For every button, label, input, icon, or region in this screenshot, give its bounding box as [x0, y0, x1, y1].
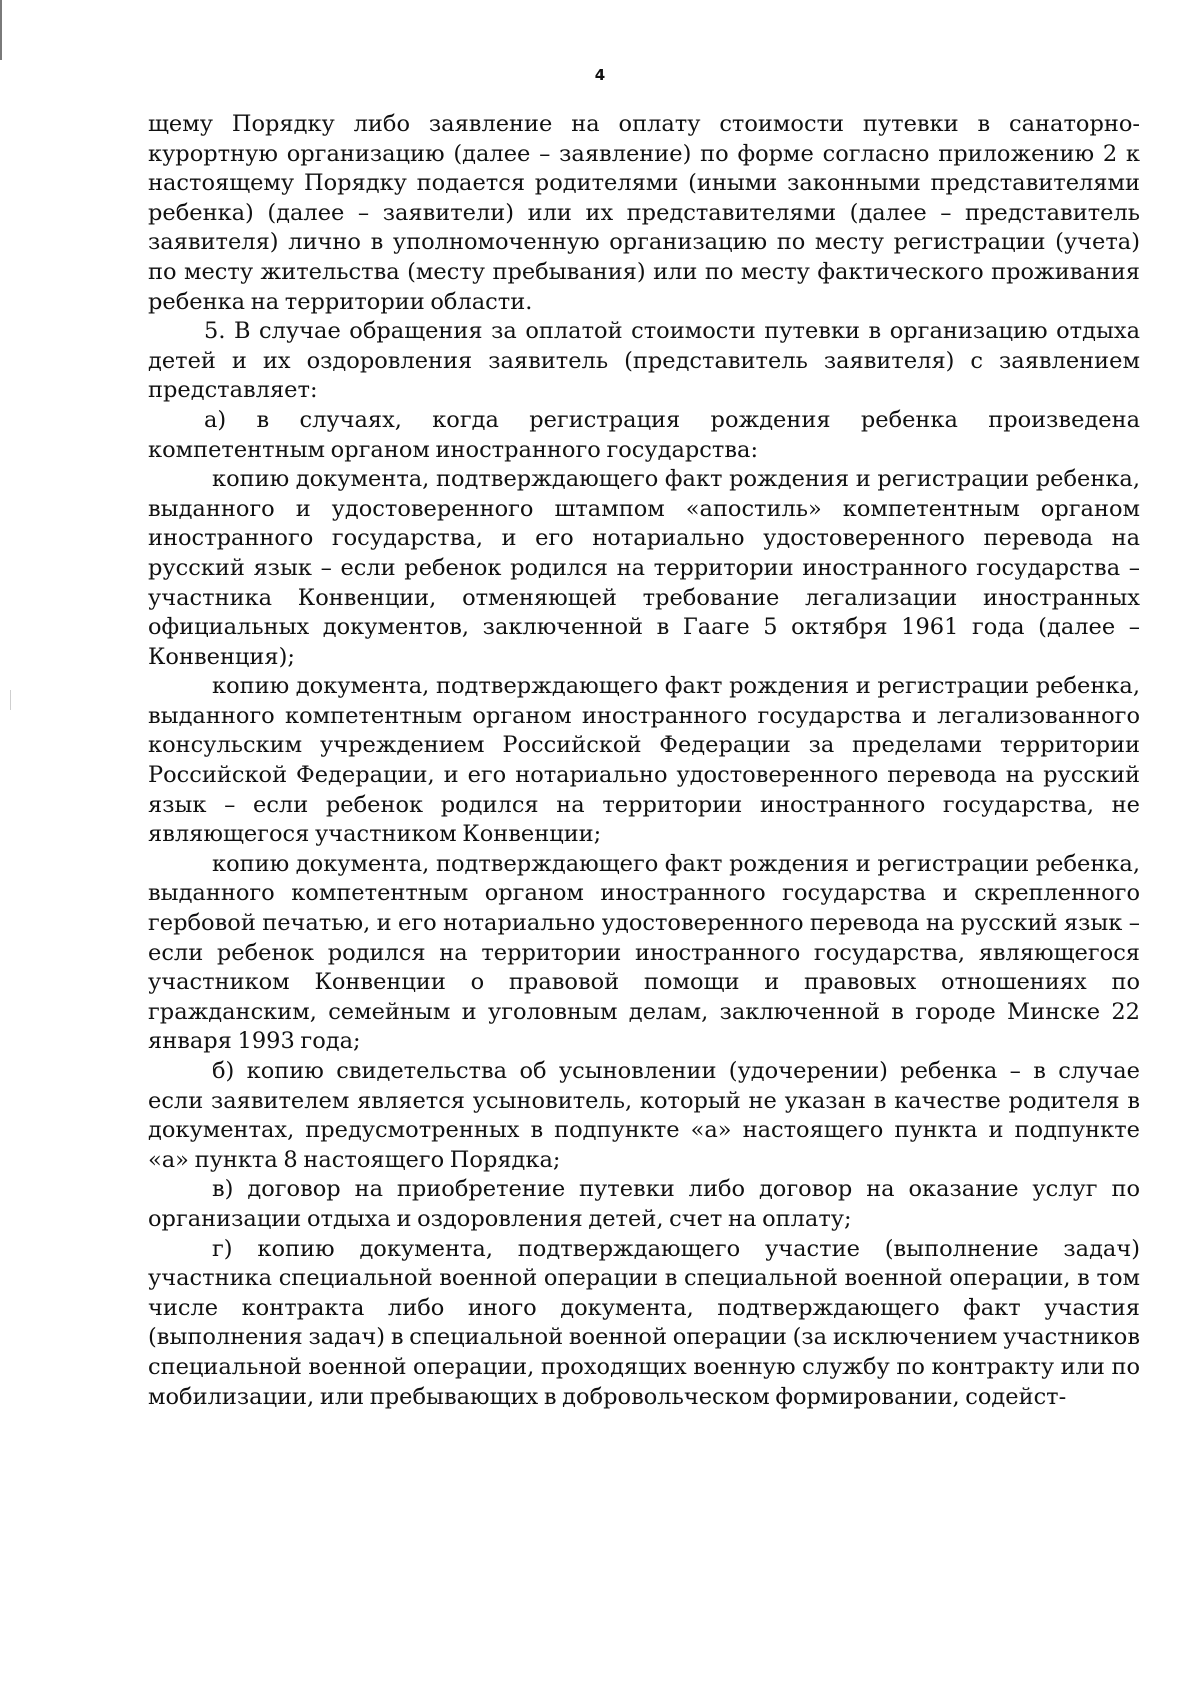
scan-artifact [10, 690, 11, 710]
paragraph-subitem-a: а) в случаях, когда регистрация рождения ребенка произведена компетентным органом иностранного государства: [148, 406, 1140, 463]
paragraph-minsk-convention-copy: копию документа, подтверждающего факт рождения и регистрации ребенка, выданного компетентным органом иностранного государства и скрепленного гербовой печатью, и его нотариально удостоверенного перевода на русский язык – если ребенок родился на территории иностранного государства, являющегося участником Конвенции о правовой помощи и правовых отношениях по гражданским, семейным и уголовным делам, заключенной в городе Минске 22 января 1993 года; [148, 850, 1140, 1055]
document-body [148, 110, 1140, 1412]
paragraph-subitem-g: г) копию документа, подтверждающего участие (выполнение задач) участника специальной военной операции в специальной военной операции, в том числе контракта либо иного документа, подтверждающего факт участия (выполнения задач) в специальной военной операции (за исключением участников специальной военной операции, проходящих военную службу по контракту или по мобилизации, или пребывающих в добровольческом формировании, содейст- [148, 1235, 1140, 1410]
paragraph-item-5: 5. В случае обращения за оплатой стоимости путевки в организацию отдыха детей и их оздоровления заявитель (представитель заявителя) с заявлением представляет: [148, 318, 1140, 404]
paragraph-subitem-b: б) копию свидетельства об усыновлении (удочерении) ребенка – в случае если заявителем является усыновитель, который не указан в качестве родителя в документах, предусмотренных в подпункте «а» настоящего пункта и подпункте «а» пункта 8 настоящего Порядка; [148, 1058, 1140, 1173]
scan-edge-mark [0, 0, 2, 60]
paragraph-legalized-copy: копию документа, подтверждающего факт рождения и регистрации ребенка, выданного компетентным органом иностранного государства и легализованного консульским учреждением Российской Федерации за пределами территории Российской Федерации, и его нотариально удостоверенного перевода на русский язык – если ребенок родился на территории иностранного государства, не являющегося участником Конвенции; [148, 673, 1140, 848]
paragraph-continuation: щему Порядку либо заявление на оплату стоимости путевки в санаторно-курортную организацию (далее – заявление) по форме согласно приложению 2 к настоящему Порядку подается родителями (иными законными представителями ребенка) (далее – заявители) или их представителями (далее – представитель заявителя) лично в уполномоченную организацию по месту регистрации (учета) по месту жительства (месту пребывания) или по месту фактического проживания ребенка на территории области. [148, 111, 1140, 315]
paragraph-subitem-v: в) договор на приобретение путевки либо договор на оказание услуг по организации отдыха и оздоровления детей, счет на оплату; [148, 1176, 1140, 1232]
page-number: 4 [594, 66, 606, 84]
paragraph-apostille-copy: копию документа, подтверждающего факт рождения и регистрации ребенка, выданного и удостоверенного штампом «апостиль» компетентным органом иностранного государства, и его нотариально удостоверенного перевода на русский язык – если ребенок родился на территории иностранного государства – участника Конвенции, отменяющей требование легализации иностранных официальных документов, заключенной в Гааге 5 октября 1961 года (далее – Конвенция); [148, 466, 1140, 670]
